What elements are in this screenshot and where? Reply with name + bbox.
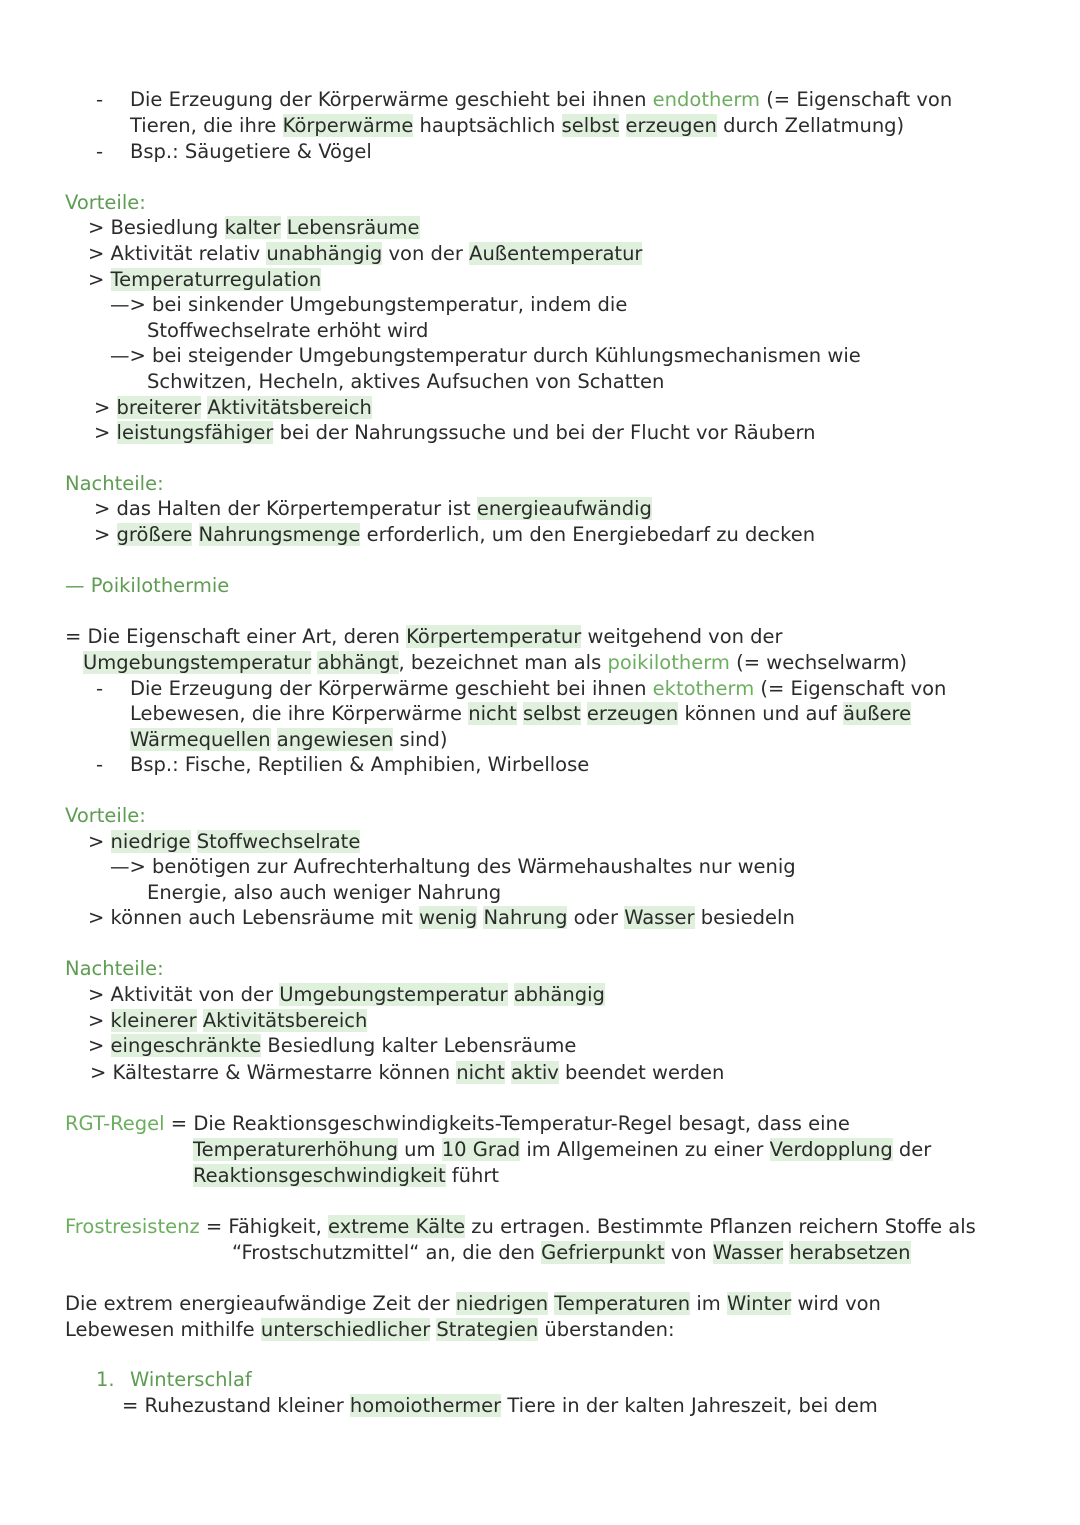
text-segment: Bsp.: Säugetiere & Vögel — [130, 140, 372, 163]
text-segment: im Allgemeinen zu einer — [520, 1138, 770, 1161]
highlighted-term: leistungsfähiger — [116, 421, 274, 444]
highlighted-term: wenig — [419, 906, 478, 929]
text-segment: > Kältestarre & Wärmestarre können — [90, 1061, 457, 1084]
highlighted-term: Verdopplung — [769, 1138, 893, 1161]
highlighted-term: unabhängig — [266, 242, 383, 265]
highlighted-term: niedrige — [110, 830, 191, 853]
text-segment: = Die Reaktionsgeschwindigkeits-Temperatur-Regel besagt, dass eine — [164, 1112, 850, 1135]
text-segment: (= wechselwarm) — [729, 651, 908, 674]
highlighted-term: 10 Grad — [441, 1138, 521, 1161]
text-segment: > Aktivität relativ — [88, 242, 267, 265]
text-segment: > Aktivität von der — [88, 983, 280, 1006]
text-segment: = Ruhezustand kleiner — [122, 1394, 350, 1417]
text-line — [94, 420, 816, 446]
highlighted-term: Wärmequellen — [130, 728, 271, 751]
text-segment: Lebewesen mithilfe — [65, 1318, 261, 1341]
highlighted-term: Aktivitätsbereich — [202, 1009, 368, 1032]
text-segment: Lebewesen, die ihre Körperwärme — [130, 702, 469, 725]
text-line — [193, 1137, 931, 1163]
text-segment: > — [94, 396, 117, 419]
text-line — [96, 752, 103, 778]
text-line — [88, 241, 642, 267]
text-segment — [197, 1009, 203, 1032]
text-line — [90, 1060, 724, 1086]
text-line — [130, 752, 589, 778]
highlighted-term: Nahrung — [483, 906, 568, 929]
text-segment: zu ertragen. Bestimmte Pflanzen reichern Stoffe als — [465, 1215, 976, 1238]
text-segment — [581, 702, 587, 725]
text-line — [94, 522, 815, 548]
highlighted-term: energieaufwändig — [476, 497, 652, 520]
text-line — [88, 982, 605, 1008]
text-line — [130, 676, 946, 702]
highlighted-term: angewiesen — [276, 728, 394, 751]
text-segment: - — [96, 88, 104, 111]
text-segment: hauptsächlich — [413, 114, 562, 137]
highlighted-term: kalter — [224, 216, 281, 239]
highlighted-term: nicht — [456, 1061, 505, 1084]
text-segment — [508, 983, 514, 1006]
text-line — [65, 803, 146, 829]
highlighted-term: Stoffwechselrate — [196, 830, 361, 853]
text-segment: Besiedlung kalter Lebensräume — [261, 1034, 577, 1057]
text-line — [65, 1317, 675, 1343]
colored-term: Nachteile: — [65, 472, 164, 495]
text-segment: —> bei steigender Umgebungstemperatur durch Kühlungsmechanismen wie — [110, 344, 861, 367]
colored-term: RGT-Regel — [65, 1112, 165, 1135]
colored-term: Nachteile: — [65, 957, 164, 980]
text-segment: von der — [382, 242, 470, 265]
text-line — [130, 1367, 252, 1393]
highlighted-term: aktiv — [511, 1061, 559, 1084]
text-line — [88, 905, 795, 931]
text-line — [65, 956, 164, 982]
colored-term: ektotherm — [652, 677, 755, 700]
text-segment: überstanden: — [538, 1318, 675, 1341]
text-line — [130, 113, 904, 139]
highlighted-term: kleinerer — [110, 1009, 197, 1032]
text-segment: durch Zellatmung) — [716, 114, 905, 137]
highlighted-term: Körperwärme — [282, 114, 414, 137]
highlighted-term: abhängt — [317, 651, 399, 674]
text-line — [110, 343, 861, 369]
text-segment: = Fähigkeit, — [199, 1215, 329, 1238]
text-segment: sind) — [393, 728, 448, 751]
highlighted-term: selbst — [522, 702, 581, 725]
text-segment: > — [94, 421, 117, 444]
text-segment: im — [690, 1292, 727, 1315]
text-line — [65, 1111, 850, 1137]
text-segment — [271, 728, 277, 751]
colored-term: Vorteile: — [65, 804, 146, 827]
text-segment: , bezeichnet man als — [398, 651, 608, 674]
text-line — [110, 854, 796, 880]
highlighted-term: eingeschränkte — [110, 1034, 262, 1057]
text-segment: besiedeln — [694, 906, 795, 929]
text-segment: Die Erzeugung der Körperwärme geschieht bei ihnen — [130, 88, 653, 111]
text-line — [147, 369, 664, 395]
text-segment: um — [397, 1138, 442, 1161]
colored-term: Frostresistenz — [65, 1215, 200, 1238]
colored-term: Winterschlaf — [130, 1368, 252, 1391]
highlighted-term: Temperaturerhöhung — [193, 1138, 398, 1161]
text-line — [232, 1240, 911, 1266]
text-segment: Tiere in der kalten Jahreszeit, bei dem — [501, 1394, 878, 1417]
highlighted-term: Aktivitätsbereich — [207, 396, 372, 419]
highlighted-term: Temperaturen — [554, 1292, 691, 1315]
text-segment: Stoffwechselrate erhöht wird — [147, 319, 429, 342]
highlighted-term: abhängig — [513, 983, 605, 1006]
text-line — [96, 1367, 115, 1393]
text-segment: > — [88, 1034, 111, 1057]
text-line — [65, 1291, 881, 1317]
text-line — [88, 829, 360, 855]
text-segment: > das Halten der Körpertemperatur ist — [94, 497, 477, 520]
highlighted-term: Lebensräume — [286, 216, 420, 239]
highlighted-term: Strategien — [436, 1318, 539, 1341]
text-segment: führt — [445, 1164, 500, 1187]
highlighted-term: erzeugen — [586, 702, 679, 725]
text-segment: weitgehend von der — [581, 625, 783, 648]
text-segment: “Frostschutzmittel“ an, die den — [232, 1241, 542, 1264]
colored-term: poikilotherm — [607, 651, 730, 674]
text-segment: > Besiedlung — [88, 216, 225, 239]
text-segment: bei der Nahrungssuche und bei der Flucht vor Räubern — [273, 421, 816, 444]
highlighted-term: nicht — [468, 702, 517, 725]
text-segment: (= Eigenschaft von — [760, 88, 953, 111]
text-line — [88, 1033, 576, 1059]
highlighted-term: äußere — [842, 702, 912, 725]
text-segment: von — [664, 1241, 713, 1264]
highlighted-term: niedrigen — [455, 1292, 549, 1315]
text-line — [130, 727, 447, 753]
text-segment: > können auch Lebensräume mit — [88, 906, 420, 929]
highlighted-term: Gefrierpunkt — [541, 1241, 665, 1264]
text-line — [96, 87, 103, 113]
text-segment — [191, 830, 197, 853]
text-segment: Energie, also auch weniger Nahrung — [147, 881, 502, 904]
text-segment: wird von — [791, 1292, 881, 1315]
text-segment: Tieren, die ihre — [130, 114, 283, 137]
text-segment: Die extrem energieaufwändige Zeit der — [65, 1292, 456, 1315]
text-line — [65, 624, 783, 650]
text-segment: Schwitzen, Hecheln, aktives Aufsuchen von Schatten — [147, 370, 665, 393]
highlighted-term: Umgebungstemperatur — [279, 983, 508, 1006]
highlighted-term: erzeugen — [625, 114, 717, 137]
text-line — [88, 1008, 367, 1034]
highlighted-term: breiterer — [116, 396, 202, 419]
highlighted-term: extreme Kälte — [328, 1215, 466, 1238]
highlighted-term: Umgebungstemperatur — [83, 651, 312, 674]
text-segment: —> benötigen zur Aufrechterhaltung des Wärmehaushaltes nur wenig — [110, 855, 796, 878]
text-segment: —> bei sinkender Umgebungstemperatur, indem die — [110, 293, 628, 316]
text-segment: oder — [567, 906, 625, 929]
highlighted-term: Wasser — [624, 906, 695, 929]
text-line — [88, 267, 321, 293]
text-segment: = Die Eigenschaft einer Art, deren — [65, 625, 407, 648]
colored-term: endotherm — [652, 88, 760, 111]
text-segment — [192, 523, 198, 546]
text-segment: beendet werden — [558, 1061, 725, 1084]
highlighted-term: homoiothermer — [349, 1394, 502, 1417]
text-line — [65, 1214, 976, 1240]
text-line — [94, 496, 652, 522]
highlighted-term: selbst — [561, 114, 620, 137]
text-segment: > — [94, 523, 117, 546]
text-segment: Die Erzeugung der Körperwärme geschieht bei ihnen — [130, 677, 653, 700]
highlighted-term: Außentemperatur — [469, 242, 643, 265]
highlighted-term: Körpertemperatur — [406, 625, 582, 648]
highlighted-term: herabsetzen — [789, 1241, 911, 1264]
text-segment: Bsp.: Fische, Reptilien & Amphibien, Wirbellose — [130, 753, 590, 776]
highlighted-term: Temperaturregulation — [110, 268, 322, 291]
text-segment: > — [88, 1009, 111, 1032]
text-line — [130, 87, 952, 113]
text-segment: der — [892, 1138, 932, 1161]
text-segment: erforderlich, um den Energiebedarf zu decken — [360, 523, 816, 546]
highlighted-term: Wasser — [712, 1241, 784, 1264]
text-segment: - — [96, 753, 104, 776]
text-line — [130, 139, 372, 165]
text-segment: (= Eigenschaft von — [754, 677, 947, 700]
text-line — [147, 880, 501, 906]
colored-term: — Poikilothermie — [65, 574, 230, 597]
text-line — [193, 1163, 499, 1189]
text-line — [130, 701, 911, 727]
highlighted-term: größere — [116, 523, 193, 546]
text-segment — [619, 114, 625, 137]
text-line — [65, 573, 229, 599]
highlighted-term: Winter — [726, 1292, 792, 1315]
text-segment: > — [88, 830, 111, 853]
text-line — [83, 650, 907, 676]
highlighted-term: Reaktionsgeschwindigkeit — [193, 1164, 446, 1187]
text-segment: können und auf — [678, 702, 843, 725]
text-segment: > — [88, 268, 111, 291]
text-line — [110, 292, 627, 318]
highlighted-term: Nahrungsmenge — [198, 523, 361, 546]
text-line — [65, 471, 164, 497]
text-line — [65, 190, 146, 216]
text-segment — [281, 216, 287, 239]
text-line — [94, 395, 372, 421]
text-segment: - — [96, 140, 104, 163]
text-line — [122, 1393, 878, 1419]
colored-term: Vorteile: — [65, 191, 146, 214]
text-line — [96, 676, 103, 702]
text-segment: - — [96, 677, 104, 700]
highlighted-term: unterschiedlicher — [260, 1318, 431, 1341]
text-line — [96, 139, 103, 165]
colored-term: 1. — [96, 1368, 115, 1391]
text-line — [147, 318, 428, 344]
text-line — [88, 215, 420, 241]
